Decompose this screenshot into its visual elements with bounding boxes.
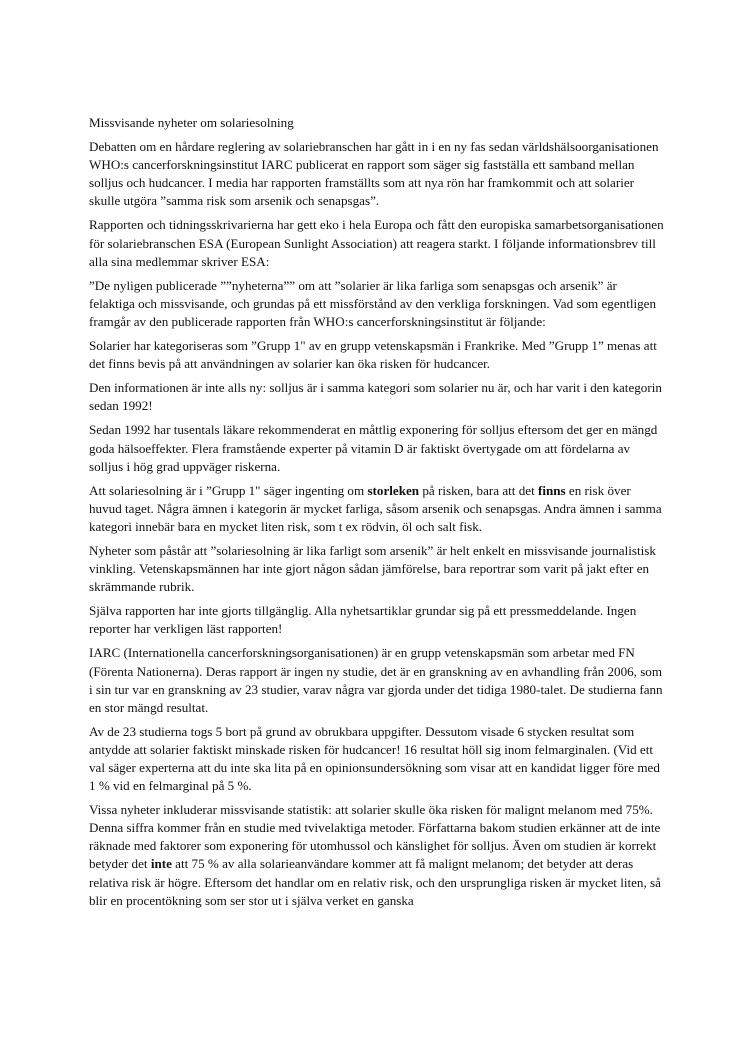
paragraph-7: [89, 482, 664, 536]
paragraph-12-text-a: Vissa nyheter inkluderar missvisande statistik: att solarier skulle öka risken för malignt melanom med 75%. Denna siffra kommer från en studie med tvivelaktiga metoder. Författarna bakom studien erkänner att de inte räknade med faktorer som exponering för utomhussol och känslighet för solljus. Även om studien är korrekt betyder det: [89, 802, 661, 872]
paragraph-12: [89, 801, 664, 910]
paragraph-8: Nyheter som påstår att ”solariesolning är lika farligt som arsenik” är helt enkelt en missvisande journalistisk vinkling. Vetenskapsmännen har inte gjort någon sådan jämförelse, bara reportrar som varit på jakt efter en skrämmande rubrik.: [89, 542, 656, 595]
paragraph-7-text-a: Att solariesolning är i ”Grupp 1" säger ingenting om: [89, 482, 368, 498]
paragraph-9: Själva rapporten har inte gjorts tillgänglig. Alla nyhetsartiklar grundar sig på ett pressmeddelande. Ingen reporter har verkligen läst rapporten!: [89, 603, 637, 637]
paragraph-10: IARC (Internationella cancerforskningsorganisationen) är en grupp vetenskapsmän som arbetar med FN (Förenta Nationerna). Deras rapport är ingen ny studie, det är en granskning av en avhandling från 2006, som i sin tur var en granskning av 23 studier, varav några var gjorda under det tidiga 1980-talet. De studierna fann en stor mängd resultat.: [89, 645, 663, 715]
paragraph-11: Av de 23 studierna togs 5 bort på grund av obrukbara uppgifter. Dessutom visade 6 stycken resultat som antydde att solarier faktiskt minskade risken för hudcancer! 16 resultat höll sig inom felmarginalen. (Vid ett val säger experterna att du inte ska lita på en opinionsundersökning som visar att en kandidat ligger före med 1 % vid en felmarginal på 5 %.: [89, 723, 660, 794]
paragraph-4: Solarier har kategoriseras som ”Grupp 1" av en grupp vetenskapsmän i Frankrike. Med ”Grupp 1” menas att det finns bevis på att användningen av solarier kan öka risken för hudcancer.: [89, 338, 657, 372]
emphasis-inte: inte: [150, 856, 172, 872]
paragraph-6: Sedan 1992 har tusentals läkare rekommenderat en måttlig exponering för solljus eftersom det ger en mängd goda hälsoeffekter. Flera framstående experter på vitamin D är faktiskt övertygade om att fördelarna av solljus i hög grad uppväger riskerna.: [89, 422, 658, 474]
paragraph-7-text-e: en risk över huvud taget. Några ämnen i kategorin är mycket farliga, såsom arsenik och senapsgas. Andra ämnen i samma kategori innebär bara en mycket liten risk, som t ex rödvin, öl och salt fisk.: [89, 482, 662, 534]
document-title: Missvisande nyheter om solariesolning: [89, 115, 294, 130]
paragraph-12-text-c: att 75 % av alla solarieanvändare kommer att få malignt melanom; det betyder att deras relativa risk är högre. Eftersom det handlar om en relativ risk, och den ursprungliga risken är mycket liten, så blir en procentökning som ser stor ut i själva verket en ganska: [89, 856, 661, 908]
emphasis-finns: finns: [537, 482, 566, 498]
document-page: [89, 114, 664, 916]
paragraph-1: Debatten om en hårdare reglering av solariebranschen har gått in i en ny fas sedan världshälsoorganisationen WHO:s cancerforskningsinstitut IARC publicerat en rapport som säger sig fastställa ett samband mellan solljus och hudcancer. I media har rapporten framställts som att nya rön har framkommit och att solarier skulle utgöra ”samma risk som arsenik och senapsgas”.: [89, 139, 659, 209]
emphasis-storleken: storleken: [367, 482, 420, 498]
paragraph-7-text-c: på risken, bara att det: [419, 482, 538, 498]
paragraph-3: ”De nyligen publicerade ””nyheterna”” om att ”solarier är lika farliga som senapsgas och arsenik” är felaktiga och missvisande, och grundas på ett missförstånd av den verkliga forskningen. Vad som egentligen framgår av den publicerade rapporten från WHO:s cancerforskningsinstitut är följande:: [89, 277, 657, 329]
paragraph-5: Den informationen är inte alls ny: solljus är i samma kategori som solarier nu är, och har varit i den kategorin sedan 1992!: [89, 380, 662, 414]
paragraph-2: Rapporten och tidningsskrivarierna har gett eko i hela Europa och fått den europiska samarbetsorganisationen för solariebranschen ESA (European Sunlight Association) att reagera starkt. I följande informationsbrev till alla sina medlemmar skriver ESA:: [89, 217, 664, 269]
